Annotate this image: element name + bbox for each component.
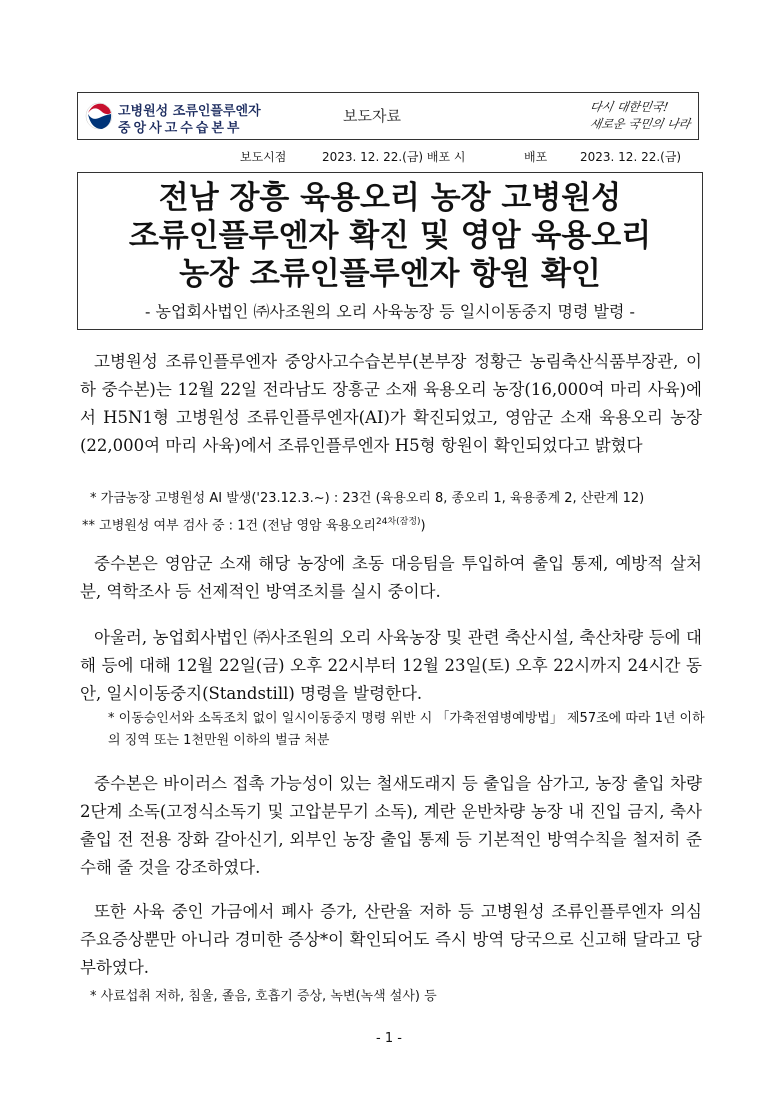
org-logo xyxy=(84,99,269,136)
paragraph-5: 또한 사육 중인 가금에서 폐사 증가, 산란율 저하 등 고병원성 조류인플루엔자 의심 주요증상뿐만 아니라 경미한 증상*이 확인되어도 즉시 방역 당국으로 신고해 달라고 당부하였다. xyxy=(80,902,702,977)
paragraph-2: 중수본은 영암군 소재 해당 농장에 초동 대응팀을 투입하여 출입 통제, 예방적 살처분, 역학조사 등 선제적인 방역조치를 실시 중이다. xyxy=(80,554,702,601)
slogan-line1: 다시 대한민국! xyxy=(588,100,670,114)
headline-line1: 전남 장흥 육용오리 농장 고병원성 xyxy=(158,180,622,216)
headline xyxy=(78,179,702,293)
note-penalty: * 이동승인서와 소독조치 없이 일시이동중지 명령 위반 시 「가축전염병예방법」 제57조에 따라 1년 이하의 징역 또는 1천만원 이하의 벌금 처분 xyxy=(108,711,705,748)
note-testing-sup: 24차(잠정) xyxy=(375,517,421,527)
paragraph-4: 중수본은 바이러스 접촉 가능성이 있는 철새도래지 등 출입을 삼가고, 농장 출입 차량 2단계 소독(고정식소독기 및 고압분무기 소독), 계란 운반차량 농장 내 진입 금지, 축사 출입 전 전용 장화 갈아신기, 외부인 농장 출입 통제 등 기본적인 방역수칙을 철저히 준수해 줄 것을 강조하였다. xyxy=(80,774,702,877)
government-slogan xyxy=(540,97,690,135)
press-release-label: 보도자료 xyxy=(343,107,401,125)
note-testing xyxy=(82,511,426,537)
note-outbreak-count: * 가금농장 고병원성 AI 발생('23.12.3.~) : 23건 (육용오리 8, 종오리 1, 육용종계 2, 산란계 12) xyxy=(90,491,645,506)
note-mild-symptoms: * 사료섭취 저하, 침울, 졸음, 호흡기 증상, 녹변(녹색 설사) 등 xyxy=(90,989,437,1004)
paragraph-1: 고병원성 조류인플루엔자 중앙사고수습본부(본부장 정황근 농림축산식품부장관, 이하 중수본)는 12월 22일 전라남도 장흥군 소재 육용오리 농장(16,000여 마리 사육)에서 H5N1형 고병원성 조류인플루엔자(AI)가 확진되었고, 영암군 소재 육용오리 농장(22,000여 마리 사육)에서 조류인플루엔자 H5형 항원이 확인되었다고 밝혔다 xyxy=(80,352,702,455)
government-emblem-icon xyxy=(84,101,114,131)
release-time-value: 2023. 12. 22.(금) 배포 시 xyxy=(322,150,466,164)
title-box xyxy=(77,172,703,330)
note-testing-end: ) xyxy=(420,518,426,534)
headline-line3: 농장 조류인플루엔자 항원 확인 xyxy=(179,256,601,292)
paragraph-3: 아울러, 농업회사법인 ㈜사조원의 오리 사육농장 및 관련 축산시설, 축산차량 등에 대해 등에 대해 12월 22일(금) 오후 22시부터 12월 23일(토) 오후 22시까지 24시간 동안, 일시이동중지(Standstill) 명령을 발령한다. xyxy=(80,628,702,703)
note-testing-text: ** 고병원성 여부 검사 중 : 1건 (전남 영암 육용오리 xyxy=(82,518,376,534)
distribution-label: 배포 xyxy=(524,150,548,164)
org-name-line1: 고병원성 조류인플루엔자 xyxy=(118,104,261,119)
subtitle: - 농업회사법인 ㈜사조원의 오리 사육농장 등 일시이동중지 명령 발령 - xyxy=(145,302,635,321)
headline-line2: 조류인플루엔자 확진 및 영암 육용오리 xyxy=(128,218,652,254)
slogan-line2: 새로운 국민의 나라 xyxy=(588,117,692,131)
page-number: - 1 - xyxy=(376,1031,402,1046)
header-box xyxy=(77,92,699,140)
release-time-label: 보도시점 xyxy=(240,150,287,164)
distribution-date: 2023. 12. 22.(금) xyxy=(580,150,682,164)
org-name-line2: 중앙사고수습본부 xyxy=(118,121,243,136)
